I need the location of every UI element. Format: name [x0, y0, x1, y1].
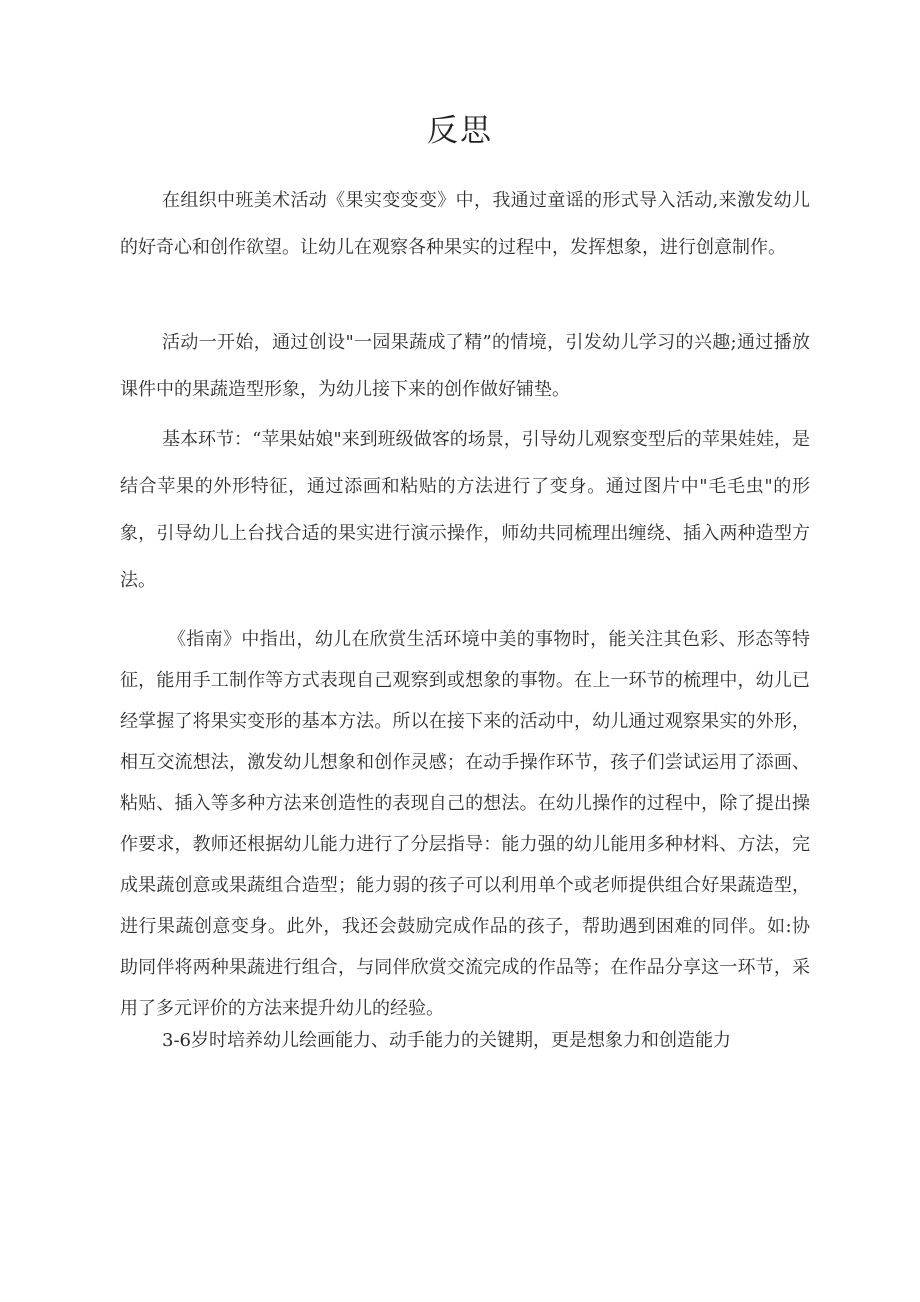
paragraph-guide-reflection: 《指南》中指出，幼儿在欣赏生活环境中美的事物时，能关注其色彩、形态等特征，能用手工制作等方式表现自己观察到或想象的事物。在上一环节的梳理中，幼儿已经掌握了将果实变形的基本方法。所以在接下来的活动中，幼儿通过观察果实的外形，相互交流想法，激发幼儿想象和创作灵感；在动手操作环节，孩子们尝试运用了添画、粘贴、插入等多种方法来创造性的表现自己的想法。在幼儿操作的过程中，除了提出操作要求，教师还根据幼儿能力进行了分层指导：能力强的幼儿能用多种材料、方法，完成果蔬创意或果蔬组合造型；能力弱的孩子可以利用单个或老师提供组合好果蔬造型，进行果蔬创意变身。此外，我还会鼓励完成作品的孩子，帮助遇到困难的同伴。如:协助同伴将两种果蔬进行组合，与同伴欣赏交流完成的作品等；在作品分享这一环节，采用了多元评价的方法来提升幼儿的经验。	[120, 629, 810, 1019]
paragraph-intro: 在组织中班美术活动《果实变变变》中，我通过童谣的形式导入活动,来激发幼儿的好奇心和创作欲望。让幼儿在观察各种果实的过程中，发挥想象，进行创意制作。	[120, 190, 810, 258]
paragraph-age-note: 3-6岁时培养幼儿绘画能力、动手能力的关键期，更是想象力和创造能力	[162, 1030, 731, 1051]
document-title: 反思	[427, 113, 493, 149]
paragraph-basic-stage: 基本环节：“苹果姑娘"来到班级做客的场景，引导幼儿观察变型后的苹果娃娃，是结合苹果的外形特征，通过添画和粘贴的方法进行了变身。通过图片中"毛毛虫"的形象，引导幼儿上台找合适的果实进行演示操作，师幼共同梳理出缠绕、插入两种造型方法。	[120, 429, 810, 591]
paragraph-activity-start: 活动一开始，通过创设"一园果蔬成了精”的情境，引发幼儿学习的兴趣;通过播放课件中的果蔬造型形象，为幼儿接下来的创作做好铺垫。	[120, 332, 810, 400]
